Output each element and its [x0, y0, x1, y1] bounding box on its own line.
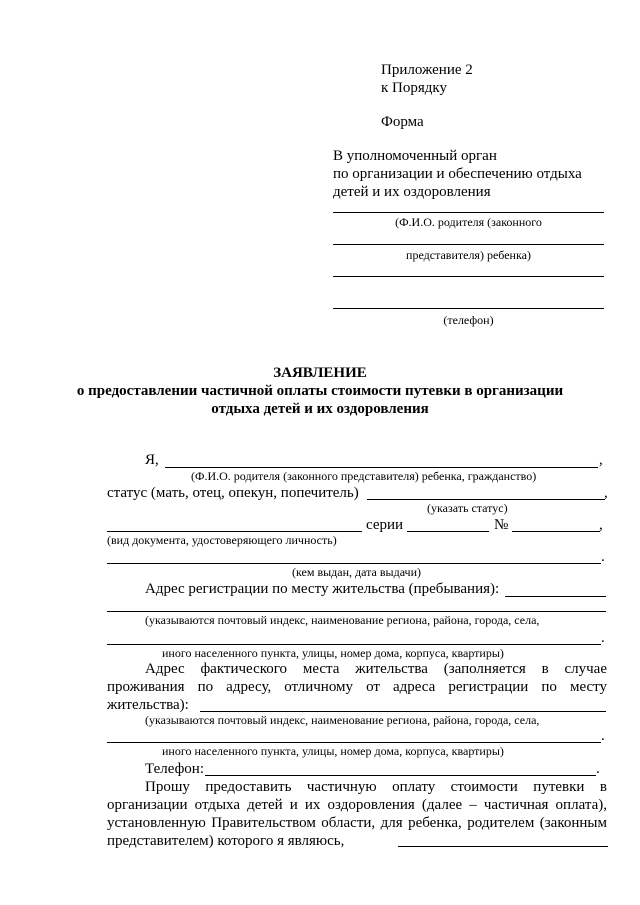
i-prefix: Я, [145, 452, 159, 468]
number-line[interactable] [512, 531, 600, 532]
appendix-line-1: Приложение 2 [381, 62, 473, 78]
reg-address-caption-2: иного населенного пункта, улицы, номер дома, корпуса, квартиры) [162, 646, 504, 660]
addressee-line-3: детей и их оздоровления [333, 184, 491, 200]
status-suffix: , [604, 485, 608, 501]
status-caption: (указать статус) [427, 501, 508, 515]
status-line[interactable] [367, 499, 605, 500]
reg-address-line-2[interactable] [107, 611, 606, 612]
applicant-name-caption-2: представителя) ребенка) [406, 248, 531, 262]
phone-label: Телефон: [145, 761, 204, 777]
form-label: Форма [381, 114, 424, 130]
i-suffix: , [599, 452, 603, 468]
request-text: Прошу предоставить частичную оплату стоимости путевки в организации отдыха детей и их оздоровления (далее – частичная оплата), установленную Правительством области, для ребенка, родителем (законным представителем) которого я являюсь, [107, 779, 607, 849]
applicant-fio-line[interactable] [165, 467, 598, 468]
document-type-line[interactable] [107, 531, 362, 532]
series-line[interactable] [407, 531, 489, 532]
number-suffix: , [599, 517, 603, 533]
status-label: статус (мать, отец, опекун, попечитель) [107, 485, 359, 501]
issued-caption: (кем выдан, дата выдачи) [292, 565, 421, 579]
addressee-line-1: В уполномоченный орган [333, 148, 497, 164]
phone-caption: (телефон) [443, 313, 494, 327]
series-label: серии [366, 517, 404, 533]
child-name-line[interactable] [398, 846, 608, 847]
document-subtitle-2: отдыха детей и их оздоровления [211, 401, 429, 417]
reg-address-label: Адрес регистрации по месту жительства (пребывания): [145, 581, 500, 597]
issued-by-line[interactable] [107, 563, 601, 564]
applicant-fio-caption: (Ф.И.О. родителя (законного представителя) ребенка, гражданство) [191, 469, 537, 483]
fact-address-line-1[interactable] [200, 711, 606, 712]
reg-address-line-3[interactable] [107, 644, 601, 645]
fact-address-caption-2: иного населенного пункта, улицы, номер дома, корпуса, квартиры) [162, 744, 504, 758]
reg-address-line-1[interactable] [505, 596, 606, 597]
reg-address-caption-1: (указываются почтовый индекс, наименование региона, района, города, села, [145, 613, 540, 627]
appendix-line-2: к Порядку [381, 80, 447, 96]
phone-number-line[interactable] [205, 775, 596, 776]
applicant-name-line-1[interactable] [333, 212, 604, 213]
document-subtitle-1: о предоставлении частичной оплаты стоимости путевки в организации [76, 383, 564, 399]
phone-line[interactable] [333, 308, 604, 309]
document-type-caption: (вид документа, удостоверяющего личность) [107, 533, 337, 547]
reg-address-suffix: . [601, 630, 605, 646]
fact-address-text: Адрес фактического места жительства (заполняется в случае проживания по адресу, отличному от адреса регистрации по месту жительства): [107, 661, 607, 713]
fact-address-caption-1: (указываются почтовый индекс, наименование региона, района, города, села, [145, 713, 540, 727]
fact-address-line-2[interactable] [107, 742, 601, 743]
phone-suffix: . [596, 761, 600, 777]
number-label: № [494, 517, 509, 533]
applicant-name-line-3[interactable] [333, 276, 604, 277]
applicant-name-caption-1: (Ф.И.О. родителя (законного [395, 215, 542, 229]
addressee-line-2: по организации и обеспечению отдыха [333, 166, 582, 182]
applicant-name-line-2[interactable] [333, 244, 604, 245]
document-title: ЗАЯВЛЕНИЕ [273, 365, 367, 381]
fact-address-suffix: . [601, 728, 605, 744]
issued-suffix: . [601, 549, 605, 565]
